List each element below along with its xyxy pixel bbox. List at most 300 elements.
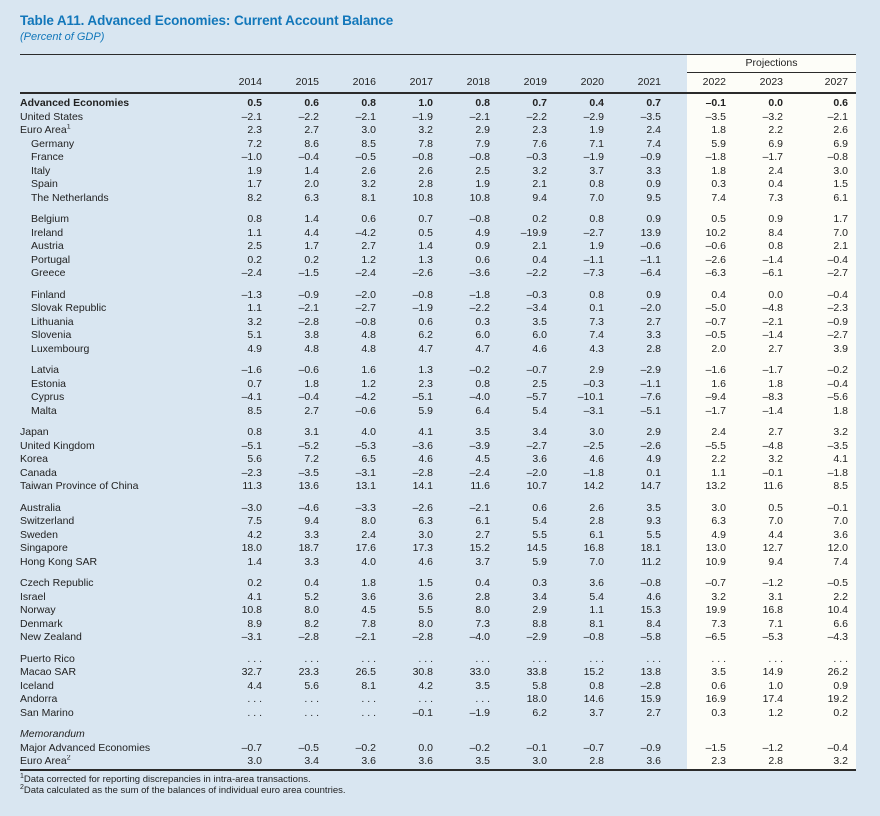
value-cell: –0.4 [791, 742, 856, 756]
value-cell: 2.8 [646, 342, 661, 355]
column-spacer [669, 728, 687, 742]
column-spacer [669, 515, 687, 529]
value-cell: 8.4 [646, 617, 661, 630]
value-cell: 10.4 [791, 604, 856, 618]
value-cell: 6.1 [589, 528, 604, 541]
value-cell: –2.8 [412, 466, 433, 479]
value-cell: –3.5 [791, 440, 856, 454]
row-label: Australia [20, 501, 61, 514]
year-header-row [20, 72, 856, 93]
column-spacer [669, 93, 687, 111]
value-cell: . . . [247, 693, 262, 705]
value-cell: 4.0 [361, 555, 376, 568]
value-cell: –5.0 [687, 302, 734, 316]
value-cell: 1.1 [687, 467, 734, 481]
value-cell: 15.2 [469, 542, 490, 554]
row-label: San Marino [20, 706, 74, 719]
value-cell: 4.6 [589, 453, 604, 465]
value-cell: 19.2 [791, 693, 856, 707]
value-cell: 1.1 [589, 604, 604, 616]
value-cell: –3.1 [583, 404, 604, 417]
value-cell: –0.2 [469, 741, 490, 754]
value-cell: 0.2 [532, 213, 547, 225]
column-spacer [669, 440, 687, 454]
value-cell: 5.6 [304, 679, 319, 692]
table-row [20, 591, 856, 605]
value-cell: –3.5 [298, 466, 319, 479]
table-row [20, 480, 856, 494]
spacer-cell [687, 418, 856, 426]
value-cell: 8.4 [734, 227, 791, 241]
value-cell: 16.8 [583, 542, 604, 554]
projections-header-row [20, 55, 856, 73]
table-row [20, 467, 856, 481]
value-cell: 0.2 [247, 253, 262, 266]
value-cell: –10.1 [577, 391, 604, 403]
value-cell: 2.4 [361, 528, 376, 541]
value-cell: –0.7 [687, 577, 734, 591]
value-cell: 8.0 [304, 604, 319, 616]
value-cell: 5.9 [532, 555, 547, 568]
value-cell: –1.4 [734, 254, 791, 268]
row-label: Taiwan Province of China [20, 480, 139, 492]
year-column-header: 2027 [791, 72, 856, 93]
row-label: Slovenia [31, 329, 72, 341]
value-cell: 4.8 [304, 342, 319, 355]
value-cell: –2.0 [526, 466, 547, 479]
value-cell: 4.8 [361, 329, 376, 341]
value-cell: 3.3 [304, 555, 319, 568]
value-cell: –0.9 [791, 316, 856, 330]
row-label: Czech Republic [20, 577, 94, 589]
table-row [20, 111, 856, 125]
column-spacer [669, 631, 687, 645]
table-row [20, 151, 856, 165]
value-cell: 9.4 [304, 515, 319, 527]
column-spacer [669, 577, 687, 591]
value-cell: 1.5 [791, 178, 856, 192]
value-cell: –2.5 [583, 439, 604, 452]
value-cell: –0.8 [583, 631, 604, 643]
year-column-header: 2019 [498, 72, 555, 93]
value-cell: –2.8 [298, 631, 319, 643]
value-cell: –1.0 [241, 151, 262, 163]
value-cell: –0.3 [583, 377, 604, 390]
footnote-line [20, 785, 856, 797]
value-cell: –4.2 [355, 226, 376, 239]
value-cell: 8.1 [361, 679, 376, 692]
value-cell: 4.2 [247, 528, 262, 541]
spacer-cell [20, 720, 687, 728]
value-cell: –3.5 [687, 111, 734, 125]
value-cell: –1.8 [687, 151, 734, 165]
value-cell: 3.2 [734, 453, 791, 467]
value-cell: 2.1 [532, 240, 547, 252]
value-cell: . . . [247, 706, 262, 719]
value-cell: 8.8 [532, 617, 547, 630]
row-label: Singapore [20, 542, 68, 554]
value-cell: 0.6 [687, 680, 734, 694]
value-cell: 18.0 [241, 542, 262, 554]
row-label: Sweden [20, 528, 58, 541]
value-cell: –5.7 [526, 391, 547, 403]
value-cell: –3.5 [640, 110, 661, 123]
column-spacer [669, 378, 687, 392]
value-cell: –0.5 [355, 151, 376, 163]
value-cell: 1.2 [734, 707, 791, 721]
value-cell: –0.6 [298, 364, 319, 376]
spacer-row [20, 494, 856, 502]
table-row [20, 453, 856, 467]
table-row [20, 227, 856, 241]
value-cell: 3.4 [532, 590, 547, 603]
column-spacer [669, 316, 687, 330]
value-cell: –2.0 [640, 302, 661, 314]
value-cell: 4.2 [418, 679, 433, 692]
value-cell: –1.3 [241, 288, 262, 301]
row-label: France [31, 151, 64, 163]
value-cell: . . . [475, 693, 490, 705]
value-cell: . . . [532, 652, 547, 665]
value-cell: 7.0 [734, 515, 791, 529]
table-row [20, 178, 856, 192]
value-cell: 0.9 [646, 288, 661, 301]
value-cell: 33.0 [469, 666, 490, 678]
value-cell: 0.7 [418, 213, 433, 225]
value-cell: 16.8 [734, 604, 791, 618]
value-cell: 2.3 [532, 124, 547, 136]
value-cell: 10.7 [526, 480, 547, 492]
column-spacer [669, 165, 687, 179]
column-spacer [669, 405, 687, 419]
value-cell: 3.2 [532, 164, 547, 177]
value-cell: –0.4 [791, 378, 856, 392]
value-cell: 0.4 [304, 577, 319, 589]
table-row [20, 653, 856, 667]
value-cell: 6.1 [791, 192, 856, 206]
row-label: Norway [20, 604, 56, 616]
value-cell: 3.0 [213, 755, 270, 770]
value-cell: –2.1 [355, 110, 376, 123]
row-label: Puerto Rico [20, 652, 75, 665]
value-cell: 0.4 [589, 97, 604, 109]
value-cell: 18.1 [640, 542, 661, 554]
value-cell: 3.3 [646, 164, 661, 177]
spacer-row [20, 720, 856, 728]
value-cell: 8.5 [361, 137, 376, 150]
row-label: Belgium [31, 213, 69, 225]
value-cell: –1.5 [687, 742, 734, 756]
value-cell: 0.6 [475, 253, 490, 266]
value-cell: . . . [791, 653, 856, 667]
value-cell: 7.0 [791, 227, 856, 241]
value-cell: –4.8 [734, 302, 791, 316]
value-cell: –0.5 [687, 329, 734, 343]
value-cell: 5.5 [532, 528, 547, 541]
column-spacer [669, 302, 687, 316]
table-row [20, 391, 856, 405]
value-cell: 4.1 [791, 453, 856, 467]
value-cell: 1.7 [304, 240, 319, 252]
value-cell: 3.2 [791, 755, 856, 770]
spacer-cell [687, 645, 856, 653]
value-cell: 0.7 [532, 97, 547, 109]
value-cell: –2.9 [583, 110, 604, 123]
table-row [20, 93, 856, 111]
value-cell [498, 728, 555, 742]
value-cell: 4.4 [247, 679, 262, 692]
table-row [20, 515, 856, 529]
column-spacer [669, 591, 687, 605]
header-filler [20, 55, 687, 73]
value-cell: –1.9 [412, 110, 433, 123]
row-label: Andorra [20, 693, 58, 705]
value-cell: –1.8 [791, 467, 856, 481]
value-cell: 3.9 [791, 343, 856, 357]
value-cell: 2.1 [532, 178, 547, 190]
value-cell: 4.0 [361, 426, 376, 438]
value-cell: 10.8 [469, 191, 490, 204]
value-cell: 1.8 [304, 377, 319, 390]
value-cell: 7.2 [304, 453, 319, 465]
value-cell: 1.1 [247, 302, 262, 314]
value-cell: 2.9 [532, 604, 547, 616]
value-cell: 0.8 [589, 178, 604, 190]
row-label: Israel [20, 590, 46, 603]
value-cell: 2.4 [734, 165, 791, 179]
table-row [20, 755, 856, 770]
value-cell: –3.1 [355, 466, 376, 479]
value-cell: . . . [361, 693, 376, 705]
value-cell: –1.2 [734, 577, 791, 591]
table-row [20, 124, 856, 138]
value-cell: 0.0 [734, 93, 791, 111]
table-row [20, 529, 856, 543]
value-cell: 0.2 [791, 707, 856, 721]
table-row [20, 364, 856, 378]
value-cell: 14.1 [412, 480, 433, 492]
value-cell: 13.1 [355, 480, 376, 492]
value-cell: 7.3 [475, 617, 490, 630]
table-subtitle: (Percent of GDP) [20, 31, 105, 43]
value-cell: 1.9 [475, 178, 490, 190]
value-cell: 3.8 [304, 329, 319, 341]
value-cell: –0.6 [355, 404, 376, 417]
value-cell: –2.8 [412, 631, 433, 643]
value-cell: 3.0 [498, 755, 555, 770]
value-cell: 7.8 [361, 617, 376, 630]
value-cell: 6.3 [304, 191, 319, 204]
value-cell: 17.6 [355, 542, 376, 554]
column-spacer [669, 502, 687, 516]
value-cell: 0.5 [734, 502, 791, 516]
value-cell: 8.1 [589, 617, 604, 630]
value-cell: –0.7 [687, 316, 734, 330]
value-cell [555, 728, 612, 742]
value-cell [791, 728, 856, 742]
value-cell: 3.6 [418, 590, 433, 603]
value-cell: 6.2 [532, 706, 547, 719]
value-cell: 0.8 [589, 213, 604, 225]
table-row [20, 707, 856, 721]
value-cell: 10.9 [687, 556, 734, 570]
value-cell: 2.5 [475, 164, 490, 177]
value-cell: –0.8 [355, 315, 376, 328]
value-cell: 2.7 [734, 426, 791, 440]
value-cell: 7.4 [687, 192, 734, 206]
value-cell: 1.8 [687, 165, 734, 179]
value-cell: –1.5 [298, 267, 319, 279]
table-row [20, 192, 856, 206]
value-cell: 6.9 [791, 138, 856, 152]
value-cell: 14.7 [640, 480, 661, 492]
value-cell: 8.6 [304, 137, 319, 150]
value-cell: 13.8 [640, 666, 661, 678]
value-cell: 17.4 [734, 693, 791, 707]
table-row [20, 138, 856, 152]
value-cell: 2.4 [687, 426, 734, 440]
value-cell: . . . [247, 652, 262, 665]
table-row [20, 316, 856, 330]
value-cell: 2.3 [687, 755, 734, 770]
value-cell: –1.6 [687, 364, 734, 378]
value-cell: –2.7 [791, 329, 856, 343]
table-row [20, 302, 856, 316]
value-cell [270, 728, 327, 742]
value-cell: 4.9 [687, 529, 734, 543]
value-cell: 9.4 [532, 191, 547, 204]
value-cell: –0.5 [298, 741, 319, 754]
value-cell: 3.6 [612, 755, 669, 770]
value-cell: 5.9 [418, 404, 433, 417]
value-cell: 1.3 [418, 253, 433, 266]
year-column-header: 2021 [612, 72, 669, 93]
value-cell: 0.7 [646, 97, 661, 109]
value-cell: 0.5 [418, 226, 433, 239]
value-cell: 4.1 [247, 590, 262, 603]
column-spacer [669, 755, 687, 770]
value-cell: . . . [361, 652, 376, 665]
value-cell: 1.8 [361, 577, 376, 589]
value-cell: 3.6 [327, 755, 384, 770]
value-cell: 2.7 [734, 343, 791, 357]
value-cell: 1.0 [418, 97, 433, 109]
value-cell: 0.0 [734, 289, 791, 303]
value-cell: 2.3 [418, 377, 433, 390]
value-cell: 2.7 [646, 315, 661, 328]
value-cell: –0.8 [640, 577, 661, 589]
footnotes [20, 774, 856, 798]
table-row [20, 728, 856, 742]
value-cell: –19.9 [520, 226, 547, 239]
value-cell: 2.7 [475, 528, 490, 541]
value-cell: 7.4 [589, 329, 604, 341]
value-cell: 3.7 [475, 555, 490, 568]
value-cell: –2.1 [734, 316, 791, 330]
value-cell: –0.9 [640, 741, 661, 754]
table-row [20, 378, 856, 392]
value-cell: 1.1 [247, 226, 262, 239]
spacer-cell [20, 356, 687, 364]
value-cell: 11.6 [734, 480, 791, 494]
table-row [20, 240, 856, 254]
value-cell: 13.2 [687, 480, 734, 494]
value-cell: 7.2 [247, 137, 262, 150]
value-cell: –1.4 [734, 329, 791, 343]
value-cell: 3.6 [384, 755, 441, 770]
value-cell: 3.5 [646, 501, 661, 514]
value-cell: –1.6 [241, 364, 262, 376]
value-cell: 4.4 [734, 529, 791, 543]
value-cell: 0.2 [247, 577, 262, 589]
column-spacer [669, 364, 687, 378]
column-spacer [669, 742, 687, 756]
value-cell: –1.1 [583, 253, 604, 266]
value-cell: –5.3 [355, 439, 376, 452]
value-cell: 10.8 [412, 191, 433, 204]
value-cell: –6.3 [687, 267, 734, 281]
row-label: United Kingdom [20, 439, 95, 452]
row-label: Cyprus [31, 391, 65, 403]
value-cell: 3.2 [247, 315, 262, 328]
value-cell: 3.4 [270, 755, 327, 770]
value-cell: –3.2 [734, 111, 791, 125]
value-cell: –5.6 [791, 391, 856, 405]
value-cell: –3.1 [241, 631, 262, 643]
value-cell: –3.6 [469, 267, 490, 279]
row-label: Korea [20, 453, 49, 465]
row-label: Japan [20, 426, 49, 438]
value-cell: –2.7 [791, 267, 856, 281]
column-spacer [669, 192, 687, 206]
value-cell: 0.8 [475, 377, 490, 390]
value-cell: 7.8 [418, 137, 433, 150]
row-label: Switzerland [20, 515, 75, 527]
value-cell: 7.5 [247, 515, 262, 527]
spacer-cell [20, 494, 687, 502]
value-cell: 4.9 [247, 342, 262, 355]
value-cell: 0.6 [532, 501, 547, 514]
year-column-header: 2020 [555, 72, 612, 93]
table-row [20, 556, 856, 570]
value-cell [213, 728, 270, 742]
value-cell: 5.4 [532, 404, 547, 417]
value-cell: –0.2 [791, 364, 856, 378]
value-cell: –0.2 [355, 741, 376, 754]
column-spacer [669, 680, 687, 694]
value-cell: 2.5 [532, 377, 547, 390]
value-cell: 7.3 [687, 618, 734, 632]
value-cell: 6.0 [532, 329, 547, 341]
value-cell: 0.7 [247, 377, 262, 390]
value-cell: . . . [361, 706, 376, 719]
value-cell: 0.8 [589, 679, 604, 692]
value-cell: –4.1 [241, 391, 262, 403]
value-cell: 6.9 [734, 138, 791, 152]
value-cell: 7.0 [791, 515, 856, 529]
table-row [20, 618, 856, 632]
value-cell: 0.9 [646, 213, 661, 225]
year-column-header: 2017 [384, 72, 441, 93]
value-cell: –2.6 [687, 254, 734, 268]
value-cell: 30.8 [412, 666, 433, 678]
column-spacer [669, 604, 687, 618]
value-cell: 3.3 [304, 528, 319, 541]
value-cell: 12.7 [734, 542, 791, 556]
value-cell: –2.4 [469, 466, 490, 479]
row-label: Portugal [31, 253, 71, 266]
row-label: Hong Kong SAR [20, 555, 98, 568]
